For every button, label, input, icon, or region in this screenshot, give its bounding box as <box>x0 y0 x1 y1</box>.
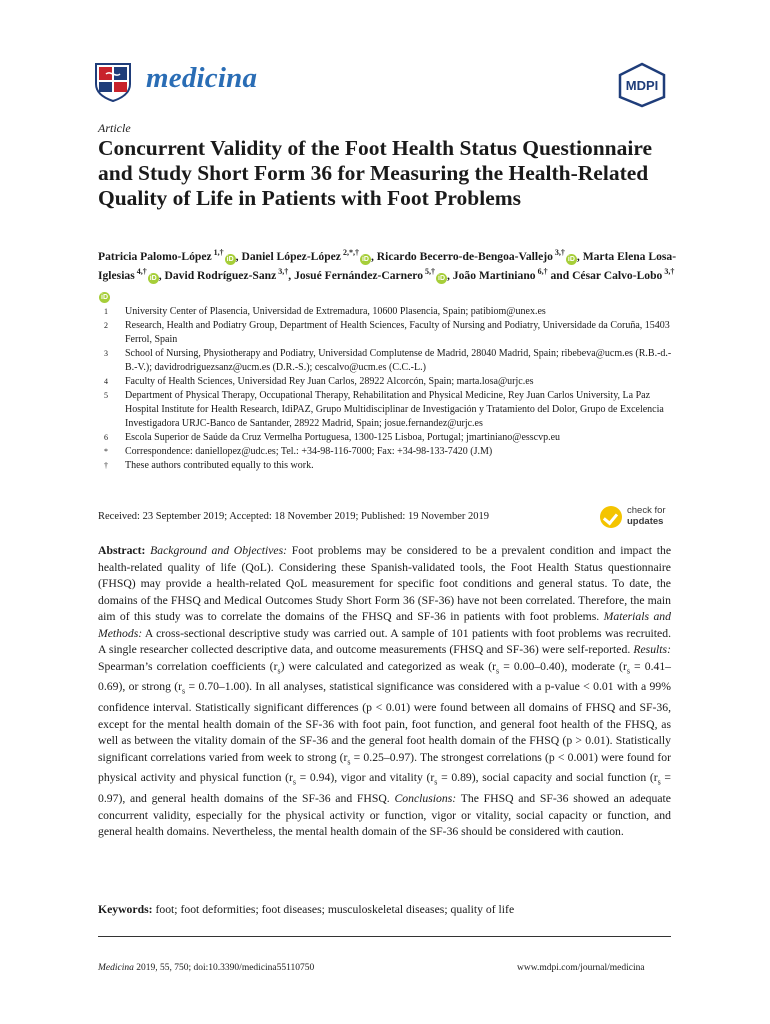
author-separator: and <box>547 269 573 282</box>
abstract <box>98 543 671 841</box>
author-separator: , <box>447 269 453 282</box>
abstract-text: A cross-sectional descriptive study was carried out. A sample of 101 patients with foot problems was recruited. A single researcher collected descriptive data, and outcome measurements (FHSQ and SF-36) were self-reported. <box>98 626 671 656</box>
orcid-icon[interactable]: iD <box>149 275 157 282</box>
footer-divider <box>98 936 671 937</box>
author-separator: , <box>235 250 242 263</box>
abstract-text: = 0.89), social capacity and social function (r <box>437 771 658 785</box>
abstract-subscript: s <box>347 756 351 766</box>
affiliation-number: * <box>104 447 108 456</box>
author-list <box>98 247 678 304</box>
keywords <box>98 903 671 916</box>
author-name: César Calvo-Lobo <box>572 269 663 282</box>
affiliation-text: University Center of Plasencia, Universidad de Extremadura, 10600 Plasencia, Spain; patibiom@unex.es <box>125 306 546 317</box>
abstract-text: Spearman’s correlation coefficients (r <box>98 659 278 673</box>
affiliation-item <box>98 389 678 431</box>
check-updates-line1: check for <box>627 505 666 516</box>
abstract-subscript: s <box>657 777 661 787</box>
abstract-subscript: s <box>626 665 630 675</box>
abstract-subscript: s <box>182 686 186 696</box>
affiliation-number: 1 <box>104 307 108 316</box>
author-separator: , <box>158 269 165 282</box>
article-type: Article <box>98 121 131 135</box>
affiliation-number: 5 <box>104 391 108 400</box>
author-affiliation-marker: 6,† <box>535 267 548 276</box>
author-affiliation-marker: 3,† <box>276 267 289 276</box>
author-separator: , <box>370 250 377 263</box>
abstract-text: Foot problems may be considered to be a prevalent condition and impact the health-related quality of life (QoL). Considering these Spanish-validated tools, the Foot Health Status questionnaire (FHSQ) may provide a health-related QoL measurement for specific foot conditions and general status. To date, the domains of the FHSQ and Medical Outcomes Study Short Form 36 (SF-36) have not been correlated. Therefore, the main aim of this study was to correlate the domains of the FHSQ and SF-36 in patients with foot problems. <box>98 544 672 623</box>
affiliation-item <box>98 347 678 375</box>
keywords-label: Keywords: <box>98 903 153 916</box>
affiliation-list <box>98 305 678 473</box>
check-updates-line2: updates <box>627 516 664 527</box>
abstract-section-heading: Materials and Methods: <box>98 610 671 640</box>
affiliation-item <box>98 445 678 459</box>
author-name: Daniel López-López <box>241 250 341 263</box>
author-name: Josué Fernández-Carnero <box>294 269 423 282</box>
footer-journal: Medicina <box>98 963 134 973</box>
abstract-subscript: s <box>277 665 281 675</box>
author-affiliation-marker: 3,† <box>662 267 675 276</box>
orcid-icon[interactable]: iD <box>438 275 445 282</box>
orcid-icon[interactable]: iD <box>361 256 369 263</box>
affiliation-number: † <box>104 461 108 470</box>
abstract-section-heading: Background and Objectives: <box>150 544 288 557</box>
affiliation-item <box>98 459 678 473</box>
affiliation-text: Correspondence: daniellopez@udc.es; Tel.: +34-98-116-7000; Fax: +34-98-133-7420 (J.M) <box>125 446 493 457</box>
abstract-text: = 0.00–0.40), moderate (r <box>499 659 627 673</box>
journal-emblem-logo <box>92 60 134 102</box>
author-separator: , <box>576 250 583 263</box>
affiliation-number: 3 <box>104 349 108 358</box>
orcid-icon[interactable]: iD <box>567 256 575 263</box>
author-affiliation-marker: 5,† <box>423 267 435 276</box>
abstract-subscript: s <box>434 777 438 787</box>
author-name: João Martiniano <box>452 269 536 282</box>
affiliation-item <box>98 375 678 389</box>
author-affiliation-marker: 3,† <box>552 248 565 257</box>
author-separator: , <box>288 269 295 282</box>
affiliation-text: These authors contributed equally to this work. <box>125 460 314 471</box>
abstract-text: = 0.70–1.00). In all analyses, statistical significance was considered with a p-value < 0.01 with a 99% confidence interval. Statistically significant differences (p < 0.01) were found between all domains of FHSQ and SF-36, except for the mental health domain of the SF-36 with foot pain, foot function, and general foot health of the FHSQ, as well as between the vitality domain of the SF-36 and the general foot health domain of the FHSQ (p > 0.01). Statistically significant correlations varied from week to strong (r <box>98 680 671 764</box>
footer-journal-url[interactable]: www.mdpi.com/journal/medicina <box>517 963 645 973</box>
author-name: Ricardo Becerro-de-Bengoa-Vallejo <box>376 250 553 263</box>
affiliation-item <box>98 319 678 347</box>
author-affiliation-marker: 1,† <box>211 248 224 257</box>
keywords-text: foot; foot deformities; foot diseases; musculoskeletal diseases; quality of life <box>152 903 515 916</box>
affiliation-number: 2 <box>104 321 108 330</box>
affiliation-text: Department of Physical Therapy, Occupational Therapy, Rehabilitation and Physical Medicine, Rey Juan Carlos University, La Paz Hospital Institute for Health Research, IdiPAZ, Grupo Multidisciplinar de Investigación y Tratamiento del Dolor, Grupo de Excelencia Investigadora URJC-Banco de Santander, 28922 Madrid, Spain; josue.fernandez@urjc.es <box>125 390 664 429</box>
affiliation-text: Research, Health and Podiatry Group, Department of Health Sciences, Faculty of Nursing and Podiatry, Universidade da Coruña, 15403 Ferrol, Spain <box>125 320 670 345</box>
orcid-icon[interactable]: iD <box>101 294 108 301</box>
journal-name: medicina <box>146 62 258 94</box>
orcid-icon[interactable]: iD <box>226 256 234 263</box>
author-affiliation-marker: 2,*,† <box>340 248 359 257</box>
abstract-label: Abstract: <box>98 544 146 557</box>
abstract-text: = 0.41–0.69), or strong (r <box>98 659 672 694</box>
author-name: Marta Elena Losa-Iglesias <box>98 250 677 282</box>
abstract-subscript: s <box>292 777 296 787</box>
affiliation-text: Escola Superior de Saúde da Cruz Vermelha Portuguesa, 1300-125 Lisboa, Portugal; jmartiniano@esscvp.eu <box>125 432 561 443</box>
mdpi-logo <box>616 62 668 108</box>
footer-citation <box>98 963 314 973</box>
paper-title: Concurrent Validity of the Foot Health Status Questionnaire and Study Short Form 36 for Measuring the Health-Related Quality of Life in Patients with Foot Problems <box>98 136 653 210</box>
abstract-text: The FHSQ and SF-36 showed an adequate concurrent validity, especially for the physical activity or function, vigor or vitality, social capacity or function, and general health domains. Nevertheless, the mental health domain of the SF-36 should be considered with caution. <box>98 792 671 839</box>
footer-citation-text: 2019, 55, 750; doi:10.3390/medicina55110750 <box>133 963 315 973</box>
affiliation-text: School of Nursing, Physiotherapy and Podiatry, Universidad Complutense de Madrid, 28040 Madrid, Spain; ribebeva@ucm.es (R.B.-d.-B.-V.); davidrodriguezsanz@ucm.es (D.R.-S.); cescalvo@ucm.es (C.C.-L.) <box>125 348 672 373</box>
abstract-body <box>98 544 671 838</box>
abstract-text: = 0.94), vigor and vitality (r <box>296 771 435 785</box>
author-name: Patricia Palomo-López <box>98 250 212 263</box>
author-affiliation-marker: 4,† <box>134 267 147 276</box>
affiliation-item <box>98 431 678 445</box>
affiliation-text: Faculty of Health Sciences, Universidad Rey Juan Carlos, 28922 Alcorcón, Spain; marta.losa@urjc.es <box>125 376 534 387</box>
abstract-text: = 0.97), and general health domains of the SF-36 and FHSQ. <box>98 771 672 806</box>
mdpi-logo-text: MDPI <box>625 78 659 93</box>
check-for-updates-button[interactable] <box>600 503 680 529</box>
affiliation-item <box>98 305 678 319</box>
affiliation-number: 6 <box>104 433 108 442</box>
author-name: David Rodríguez-Sanz <box>164 269 277 282</box>
abstract-section-heading: Results: <box>633 643 671 656</box>
abstract-subscript: s <box>496 665 500 675</box>
abstract-section-heading: Conclusions: <box>394 792 457 806</box>
check-icon <box>600 506 622 528</box>
abstract-text: = 0.25–0.97). The strongest correlations (p < 0.001) were found for physical activity and physical function (r <box>98 750 671 785</box>
affiliation-number: 4 <box>104 377 108 386</box>
publication-dates: Received: 23 September 2019; Accepted: 18 November 2019; Published: 19 November 2019 <box>98 511 490 522</box>
abstract-text: ) were calculated and categorized as weak (r <box>280 659 496 673</box>
